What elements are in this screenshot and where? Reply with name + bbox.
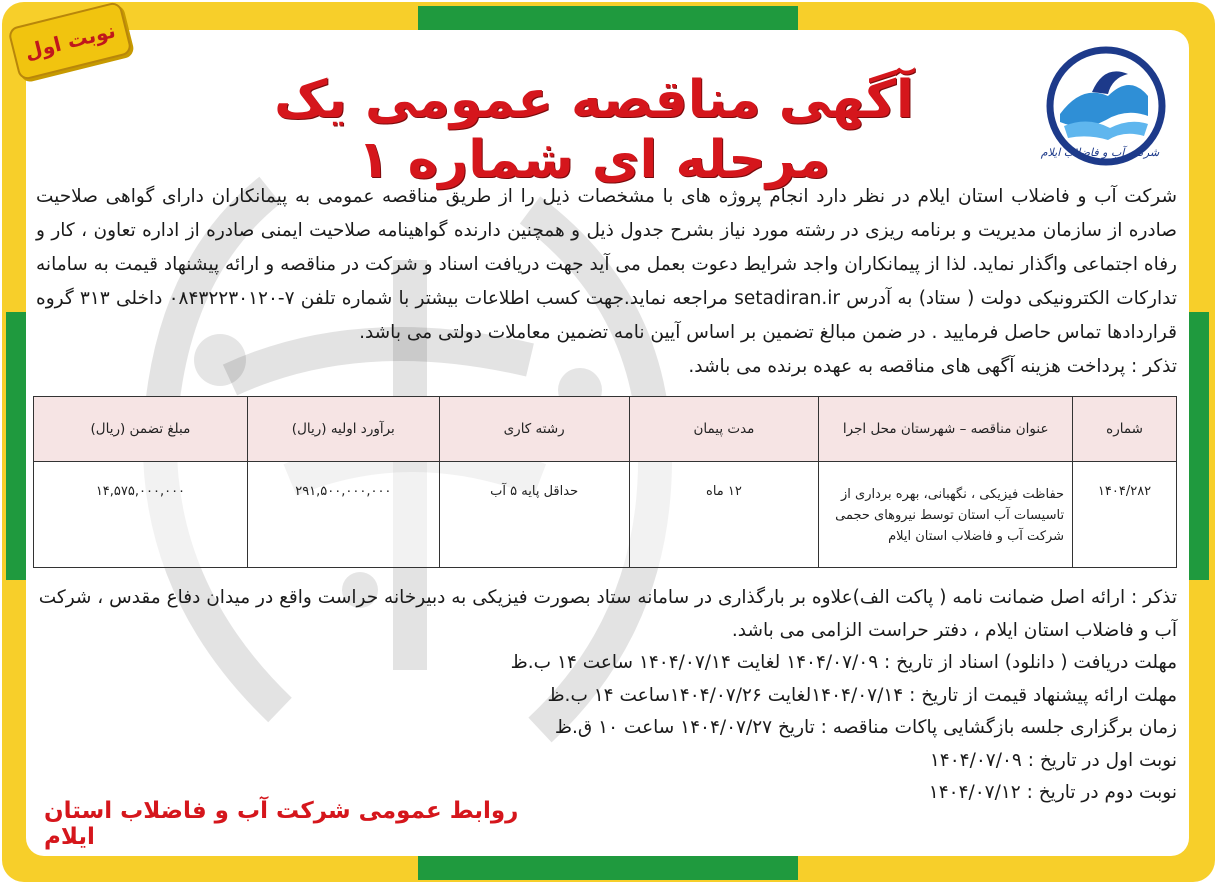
logo-caption: شرکت آب و فاضلاب ایلام <box>1040 146 1160 159</box>
table-header-row <box>34 397 1177 462</box>
first-round-badge: نوبت اول <box>7 1 133 81</box>
header-number: شماره <box>1073 397 1177 462</box>
second-round-date: نوبت دوم در تاریخ : ۱۴۰۴/۰۷/۱۲ <box>928 782 1177 803</box>
ad-title: آگهی مناقصه عمومی یک مرحله ای شماره ۱ <box>274 70 914 190</box>
header-guarantee: مبلغ تضمن (ریال) <box>34 397 248 462</box>
header-duration: مدت پیمان <box>629 397 819 462</box>
download-deadline: مهلت دریافت ( دانلود) اسناد از تاریخ : ۱۴۰۴/۰۷/۰۹ لغایت ۱۴۰۴/۰۷/۱۴ ساعت ۱۴ ب.ظ <box>510 652 1177 673</box>
offer-deadline: مهلت ارائه پیشنهاد قیمت از تاریخ : ۱۴۰۴/۰۷/۱۴لغایت ۱۴۰۴/۰۷/۲۶ساعت ۱۴ ب.ظ <box>547 684 1177 706</box>
table-row <box>34 462 1177 568</box>
frame-accent-top <box>418 6 798 30</box>
frame-accent-right <box>1187 312 1209 580</box>
cell-subject: حفاظت فیزیکی ، نگهبانی، بهره برداری از تاسیسات آب استان توسط نیروهای حجمی شرکت آب و فاضلاب استان ایلام <box>819 462 1073 568</box>
notes-section <box>36 582 1177 810</box>
header-subject: عنوان مناقصه – شهرستان محل اجرا <box>819 397 1073 462</box>
first-round-date: نوبت اول در تاریخ : ۱۴۰۴/۰۷/۰۹ <box>929 749 1177 771</box>
intro-text: شرکت آب و فاضلاب استان ایلام در نظر دارد انجام پروژه های با مشخصات ذیل را از طریق مناقصه عمومی به پیمانکاران دارای گواهی صلاحیت صادره از سازمان مدیریت و برنامه ریزی در رشته مورد نیاز بشرح جدول ذیل و همچنین دارنده گواهینامه صلاحیت ایمنی صادره از اداره تعاون ، کار و رفاه اجتماعی واگذار نماید. لذا از پیمانکاران واجد شرایط دعوت بعمل می آید جهت دریافت اسناد و شرکت در مناقصه و ارائه پیشنهاد قیمت به سامانه تدارکات الکترونیکی دولت ( ستاد) به آدرس setadiran.ir مراجعه نماید.جهت کسب اطلاعات بیشتر با شماره تلفن ۷-۰۸۴۳۲۲۳۰۱۲۰ داخلی ۳۱۳ گروه قراردادها تماس حاصل فرمایید . در ضمن مبالغ تضمین بر اساس آیین نامه تضمین معاملات دولتی می باشد. <box>36 186 1177 343</box>
public-relations-signature: روابط عمومی شرکت آب و فاضلاب استان ایلام <box>44 798 519 850</box>
frame-accent-left <box>6 312 28 580</box>
cell-field: حداقل پایه ۵ آب <box>439 462 629 568</box>
header-estimate: برآورد اولیه (ریال) <box>247 397 439 462</box>
cell-guarantee: ۱۴,۵۷۵,۰۰۰,۰۰۰ <box>34 462 248 568</box>
cell-estimate: ۲۹۱,۵۰۰,۰۰۰,۰۰۰ <box>247 462 439 568</box>
cell-number: ۱۴۰۴/۲۸۲ <box>1073 462 1177 568</box>
intro-paragraph <box>36 180 1177 384</box>
opening-session: زمان برگزاری جلسه بازگشایی پاکات مناقصه : تاریخ ۱۴۰۴/۰۷/۲۷ ساعت ۱۰ ق.ظ <box>554 717 1177 738</box>
guarantee-note: تذکر : ارائه اصل ضمانت نامه ( پاکت الف)علاوه بر بارگذاری در سامانه ستاد بصورت فیزیکی به دبیرخانه حراست واقع در میدان دفاع مقدس ، شرکت آب و فاضلاب استان ایلام ، دفتر حراست الزامی می باشد. <box>38 587 1177 641</box>
cell-duration: ۱۲ ماه <box>629 462 819 568</box>
fee-reminder: تذکر : پرداخت هزینه آگهی های مناقصه به عهده برنده می باشد. <box>688 356 1177 377</box>
header-field: رشته کاری <box>439 397 629 462</box>
frame-accent-bottom <box>418 856 798 880</box>
tender-table <box>33 396 1177 568</box>
